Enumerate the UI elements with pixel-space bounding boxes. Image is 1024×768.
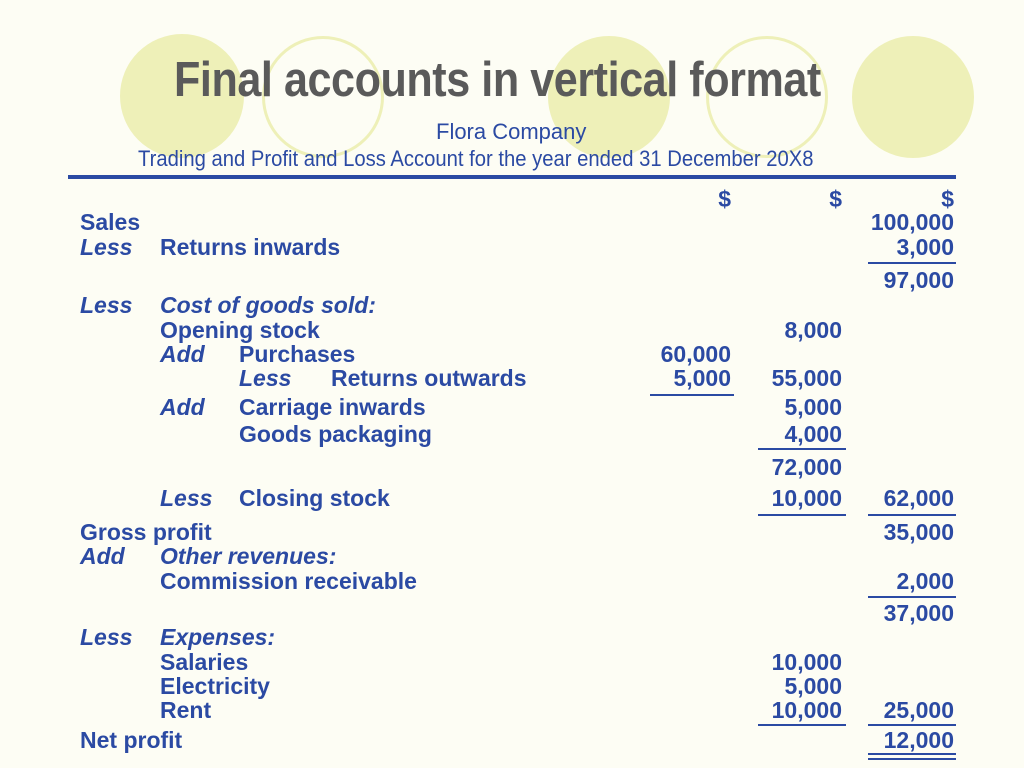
returns-inwards-value: 3,000 (896, 234, 954, 260)
slide-title: Final accounts in vertical format (174, 53, 821, 107)
underline (758, 724, 846, 726)
double-underline-bottom (868, 758, 956, 760)
col2-header: $ (829, 186, 842, 212)
other-revenues-prefix: Add (80, 543, 125, 569)
closing-stock-label: Closing stock (239, 485, 390, 511)
returns-outwards-prefix: Less (239, 365, 292, 391)
commission-label: Commission receivable (160, 568, 417, 594)
underline (650, 394, 734, 396)
underline (868, 262, 956, 264)
underline (758, 514, 846, 516)
net-profit-label: Net profit (80, 727, 183, 753)
closing-stock-prefix: Less (160, 485, 213, 511)
company-name: Flora Company (436, 119, 587, 144)
sales-value: 100,000 (870, 209, 954, 235)
net-purchases-value: 55,000 (771, 365, 842, 391)
salaries-value: 10,000 (771, 649, 842, 675)
gross-profit-label: Gross profit (80, 519, 212, 545)
net-profit-value: 12,000 (883, 727, 954, 753)
rent-label: Rent (160, 697, 212, 723)
carriage-label: Carriage inwards (239, 394, 426, 420)
purchases-value: 60,000 (660, 341, 731, 367)
cogs-label: Cost of goods sold: (160, 292, 376, 318)
opening-stock-label: Opening stock (160, 317, 320, 343)
rent-value: 10,000 (771, 697, 842, 723)
returns-inwards-label: Returns inwards (160, 234, 341, 260)
packaging-label: Goods packaging (239, 421, 432, 447)
expenses-label: Expenses: (160, 624, 276, 650)
carriage-prefix: Add (160, 394, 205, 420)
carriage-value: 5,000 (784, 394, 842, 420)
total-expenses-value: 25,000 (883, 697, 954, 723)
salaries-label: Salaries (160, 649, 249, 675)
gross-profit-value: 35,000 (883, 519, 954, 545)
purchases-prefix: Add (160, 341, 205, 367)
net-sales-value: 97,000 (883, 267, 954, 293)
col1-header: $ (718, 186, 731, 212)
returns-outwards-label: Returns outwards (331, 365, 527, 391)
statement-subtitle: Trading and Profit and Loss Account for the year ended 31 December 20X8 (138, 146, 814, 171)
underline (868, 724, 956, 726)
header-rule (68, 175, 956, 179)
purchases-label: Purchases (239, 341, 356, 367)
cogs-prefix: Less (80, 292, 133, 318)
col3-header: $ (941, 186, 954, 212)
opening-stock-value: 8,000 (784, 317, 842, 343)
total-income-value: 37,000 (883, 600, 954, 626)
sales-label: Sales (80, 209, 141, 235)
closing-stock-value: 10,000 (771, 485, 842, 511)
electricity-value: 5,000 (784, 673, 842, 699)
electricity-label: Electricity (160, 673, 270, 699)
commission-value: 2,000 (896, 568, 954, 594)
underline (758, 448, 846, 450)
cogs-total-value: 62,000 (883, 485, 954, 511)
double-underline-top (868, 753, 956, 755)
decor-circle-3 (852, 36, 974, 158)
underline (868, 596, 956, 598)
returns-inwards-prefix: Less (80, 234, 133, 260)
returns-outwards-value: 5,000 (673, 365, 731, 391)
expenses-prefix: Less (80, 624, 133, 650)
underline (868, 514, 956, 516)
goods-available-value: 72,000 (771, 454, 842, 480)
packaging-value: 4,000 (784, 421, 842, 447)
other-revenues-label: Other revenues: (160, 543, 337, 569)
